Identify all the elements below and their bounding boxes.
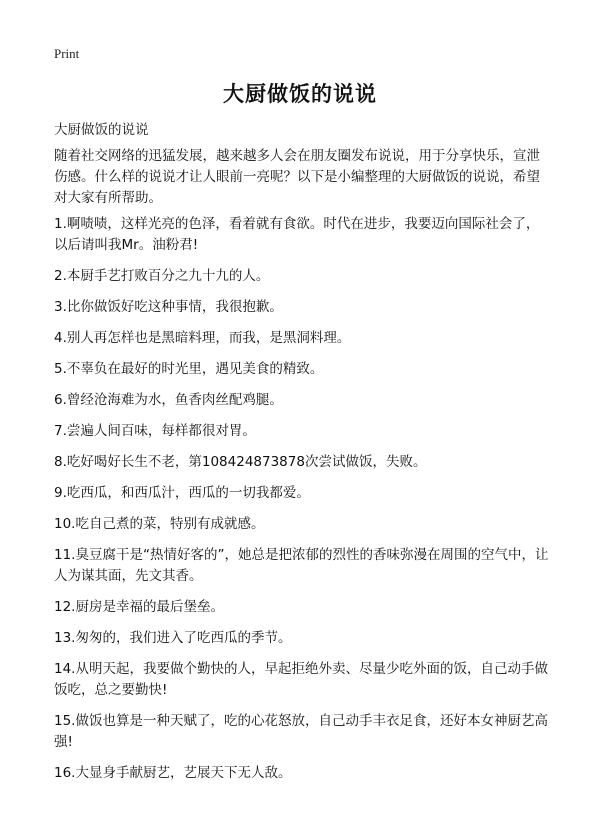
intro-paragraph: 随着社交网络的迅猛发展，越来越多人会在朋友圈发布说说，用于分享快乐，宣泄伤感。什么样的说说才让人眼前一亮呢？以下是小编整理的大厨做饭的说说，希望对大家有所帮助。 xyxy=(54,148,540,206)
quote-list xyxy=(54,214,552,794)
list-item: 14.从明天起，我要做个勤快的人，早起拒绝外卖、尽量少吃外面的饭，自己动手做饭吃，总之要勤快! xyxy=(54,661,548,698)
list-item: 10.吃自己煮的菜，特别有成就感。 xyxy=(54,516,265,532)
list-item: 4.别人再怎样也是黑暗料理，而我，是黑洞料理。 xyxy=(54,330,351,346)
list-item: 9.吃西瓜，和西瓜汁，西瓜的一切我都爱。 xyxy=(54,485,310,501)
list-item: 8.吃好喝好长生不老，第108424873878次尝试做饭，失败。 xyxy=(54,454,427,470)
list-item: 3.比你做饭好吃这种事情，我很抱歉。 xyxy=(54,299,283,315)
print-link[interactable]: Print xyxy=(54,46,80,61)
list-item: 12.厨房是幸福的最后堡垒。 xyxy=(54,599,224,615)
list-item: 11.臭豆腐干是“热情好客的”，她总是把浓郁的烈性的香味弥漫在周围的空气中，让人为谋其面，先文其香。 xyxy=(54,547,549,584)
list-item: 15.做饭也算是一种天赋了，吃的心花怒放，自己动手丰衣足食，还好本女神厨艺高强! xyxy=(54,713,548,750)
list-item: 1.啊啧啧，这样光亮的色泽，看着就有食欲。时代在进步，我要迈向国际社会了，以后请叫我Mr。油粉君! xyxy=(54,216,540,253)
document-title: 大厨做饭的说说 xyxy=(223,82,377,106)
list-item: 7.尝遍人间百味，每样都很对胃。 xyxy=(54,423,256,439)
list-item: 13.匆匆的，我们进入了吃西瓜的季节。 xyxy=(54,630,292,646)
list-item: 5.不辜负在最好的时光里，遇见美食的精致。 xyxy=(54,361,324,377)
document-subtitle: 大厨做饭的说说 xyxy=(54,122,149,138)
list-item: 6.曾经沧海难为水，鱼香肉丝配鸡腿。 xyxy=(54,392,283,408)
list-item: 2.本厨手艺打败百分之九十九的人。 xyxy=(54,268,270,284)
list-item: 16.大显身手献厨艺，艺展天下无人敌。 xyxy=(54,765,292,781)
